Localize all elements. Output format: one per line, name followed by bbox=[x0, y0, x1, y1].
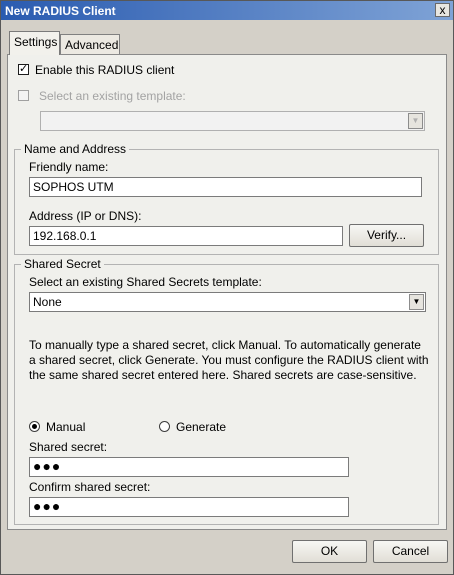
chevron-down-icon[interactable]: ▼ bbox=[408, 113, 423, 129]
tab-settings-label: Settings bbox=[14, 35, 58, 49]
select-template-checkbox[interactable] bbox=[18, 90, 29, 101]
friendly-name-field[interactable]: SOPHOS UTM bbox=[29, 177, 422, 197]
friendly-name-label: Friendly name: bbox=[29, 160, 109, 174]
shared-secret-group-title: Shared Secret bbox=[21, 257, 104, 271]
select-template-label: Select an existing template: bbox=[39, 89, 186, 103]
name-address-group bbox=[14, 142, 439, 255]
manual-radio[interactable] bbox=[29, 421, 40, 432]
window-title: New RADIUS Client bbox=[5, 4, 116, 18]
enable-client-checkbox[interactable] bbox=[18, 64, 29, 75]
shared-secret-group bbox=[14, 257, 439, 525]
settings-panel bbox=[7, 54, 447, 530]
close-icon: x bbox=[439, 3, 446, 17]
cancel-button[interactable]: Cancel bbox=[373, 540, 448, 563]
secret-template-label: Select an existing Shared Secrets template: bbox=[29, 275, 262, 289]
ok-button[interactable]: OK bbox=[292, 540, 367, 563]
shared-secret-label: Shared secret: bbox=[29, 440, 108, 454]
address-label: Address (IP or DNS): bbox=[29, 209, 142, 223]
tab-advanced-label: Advanced bbox=[65, 38, 119, 52]
tab-advanced[interactable] bbox=[60, 34, 120, 54]
checkmark-icon: ✓ bbox=[19, 63, 29, 75]
secret-template-dropdown[interactable] bbox=[29, 292, 426, 312]
verify-button[interactable]: Verify... bbox=[349, 224, 424, 247]
enable-client-label: Enable this RADIUS client bbox=[35, 63, 175, 77]
confirm-secret-field[interactable]: ●●● bbox=[29, 497, 349, 517]
tab-settings[interactable] bbox=[9, 31, 60, 55]
confirm-secret-label: Confirm shared secret: bbox=[29, 480, 151, 494]
generate-radio[interactable] bbox=[159, 421, 170, 432]
title-bar bbox=[1, 1, 453, 20]
close-button[interactable] bbox=[435, 3, 450, 17]
name-address-group-title: Name and Address bbox=[21, 142, 129, 156]
secret-template-value: None bbox=[33, 295, 62, 309]
manual-label: Manual bbox=[46, 420, 86, 434]
template-dropdown[interactable] bbox=[40, 111, 425, 131]
generate-label: Generate bbox=[176, 420, 227, 434]
shared-secret-field[interactable]: ●●● bbox=[29, 457, 349, 477]
shared-secret-instructions: To manually type a shared secret, click Manual. To automatically generate a shared secret, click Generate. You must configure the RADIUS client with the same shared secret entered here. Shared secrets are case-sensitive. bbox=[29, 338, 429, 382]
address-field[interactable]: 192.168.0.1 bbox=[29, 226, 343, 246]
radio-selected-dot bbox=[32, 424, 37, 429]
chevron-down-icon[interactable]: ▼ bbox=[409, 294, 424, 310]
